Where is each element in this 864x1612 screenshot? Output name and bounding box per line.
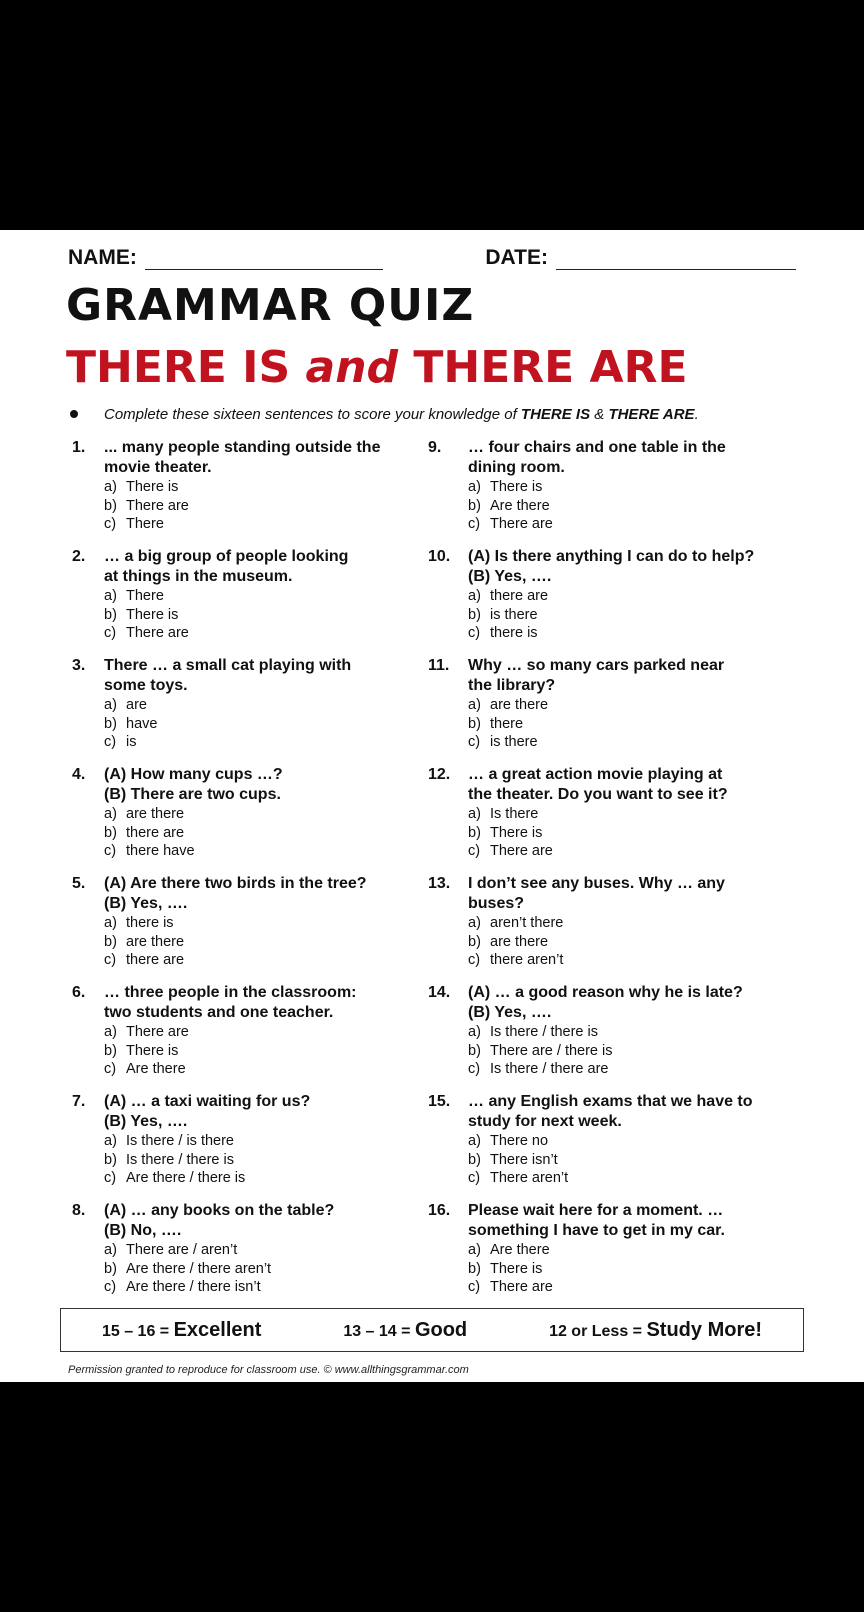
option-letter: b) <box>104 1042 117 1059</box>
question-number: 14. <box>428 984 451 1001</box>
option-letter: a) <box>104 697 117 713</box>
option-text: there is <box>126 915 174 931</box>
option-letter: c) <box>468 1061 481 1077</box>
option-letter: a) <box>104 588 117 604</box>
question-number: 8. <box>72 1202 86 1219</box>
answer-option <box>468 1151 802 1170</box>
question-stem: (A) How many cups …? (B) There are two cups. <box>104 766 283 803</box>
answer-option <box>104 497 434 516</box>
answer-option <box>468 1042 802 1061</box>
date-label: DATE: <box>485 246 548 269</box>
option-text: are there <box>126 806 185 822</box>
option-letter: b) <box>104 497 117 514</box>
answer-option <box>104 1151 434 1170</box>
option-text: are <box>126 697 147 713</box>
option-text: There aren’t <box>490 1170 569 1186</box>
question-item <box>428 983 802 1092</box>
answer-option <box>468 1241 802 1260</box>
instruction-amp: & <box>590 406 609 423</box>
question-stem: … a big group of people looking at things in the museum. <box>104 548 349 585</box>
date-blank <box>556 251 796 270</box>
question-body <box>468 1201 802 1310</box>
score-good <box>343 1319 467 1342</box>
option-text: There are / aren’t <box>126 1242 238 1258</box>
option-letter: b) <box>468 606 481 623</box>
option-text: There <box>126 516 164 532</box>
option-letter: a) <box>104 915 117 931</box>
answer-option <box>104 933 434 952</box>
question-item <box>72 547 434 656</box>
question-item <box>428 1092 802 1201</box>
option-letter: b) <box>104 1151 117 1168</box>
question-body <box>104 547 434 656</box>
score-excellent <box>102 1319 261 1342</box>
option-letter: c) <box>104 516 117 532</box>
option-text: are there <box>126 933 185 950</box>
question-number: 12. <box>428 766 451 783</box>
option-letter: c) <box>104 734 117 750</box>
option-letter: c) <box>104 952 117 968</box>
option-text: There is <box>126 606 179 623</box>
answer-option <box>104 733 434 752</box>
option-letter: b) <box>468 1151 481 1168</box>
question-body <box>468 874 802 983</box>
question-stem: … a great action movie playing at the theater. Do you want to see it? <box>468 766 728 803</box>
option-text: Is there <box>490 806 539 822</box>
instruction-bold-1: THERE IS <box>520 406 591 423</box>
option-letter: a) <box>468 806 481 822</box>
answer-option <box>468 951 802 970</box>
question-item <box>72 1092 434 1201</box>
option-letter: c) <box>468 1170 481 1186</box>
question-item <box>428 1201 802 1310</box>
question-body <box>468 656 802 765</box>
option-letter: a) <box>104 479 117 495</box>
answer-option <box>468 933 802 952</box>
score-range-1: 15 – 16 = <box>101 1322 174 1340</box>
question-stem: (A) Is there anything I can do to help? (B) Yes, …. <box>468 548 755 585</box>
option-text: There no <box>490 1133 549 1149</box>
answer-option <box>104 1169 434 1188</box>
question-body <box>104 983 434 1092</box>
option-letter: a) <box>468 697 481 713</box>
option-text: there aren’t <box>490 952 564 968</box>
option-text: Are there / there aren’t <box>126 1260 272 1277</box>
option-letter: a) <box>104 1242 117 1258</box>
question-number: 4. <box>72 766 86 783</box>
answer-option <box>468 1169 802 1188</box>
answer-option <box>104 914 434 933</box>
option-letter: c) <box>104 1061 117 1077</box>
question-number: 6. <box>72 984 86 1001</box>
answer-option <box>104 1023 434 1042</box>
option-letter: c) <box>468 843 481 859</box>
question-stem: (A) … a taxi waiting for us? (B) Yes, …. <box>104 1093 311 1130</box>
question-item <box>72 438 434 547</box>
option-text: There is <box>490 824 543 841</box>
name-date-row <box>68 246 796 270</box>
question-number: 3. <box>72 657 86 674</box>
question-stem: I don’t see any buses. Why … any buses? <box>468 875 725 912</box>
question-item <box>428 656 802 765</box>
option-letter: a) <box>468 1024 481 1040</box>
subtitle-and: and <box>305 342 399 393</box>
option-letter: b) <box>104 606 117 623</box>
question-item <box>428 765 802 874</box>
option-letter: b) <box>104 715 117 732</box>
option-text: Are there / there isn’t <box>126 1279 261 1295</box>
question-item <box>428 874 802 983</box>
option-letter: a) <box>104 1133 117 1149</box>
question-stem: There … a small cat playing with some toys. <box>104 657 352 694</box>
question-body <box>468 765 802 874</box>
quiz-sheet <box>0 230 864 1382</box>
question-body <box>104 656 434 765</box>
question-item <box>72 983 434 1092</box>
scoring-box <box>60 1308 804 1352</box>
question-body <box>468 438 802 547</box>
score-range-2: 13 – 14 = <box>343 1322 415 1340</box>
question-item <box>72 765 434 874</box>
option-text: aren’t there <box>490 915 564 931</box>
option-letter: a) <box>104 806 117 822</box>
question-number: 2. <box>72 548 86 565</box>
option-letter: b) <box>104 933 117 950</box>
option-text: There are <box>126 497 189 514</box>
answer-option <box>104 951 434 970</box>
option-letter: a) <box>468 1242 481 1258</box>
name-blank <box>145 251 383 270</box>
question-item <box>72 874 434 983</box>
option-letter: b) <box>468 715 481 732</box>
answer-option <box>104 587 434 606</box>
option-letter: a) <box>468 588 481 604</box>
option-text: There are <box>490 1279 553 1295</box>
question-stem: Why … so many cars parked near the library? <box>468 657 725 694</box>
instruction-text: Complete these sixteen sentences to score your knowledge of <box>104 406 521 423</box>
option-text: there have <box>126 843 195 859</box>
answer-option <box>104 1241 434 1260</box>
question-item <box>72 1201 434 1310</box>
answer-option <box>104 1260 434 1279</box>
answer-option <box>104 478 434 497</box>
score-label-1: Excellent <box>173 1318 262 1341</box>
quiz-subtitle <box>66 342 688 393</box>
option-text: Is there / is there <box>126 1133 234 1149</box>
answer-option <box>468 587 802 606</box>
bullet-icon <box>70 410 78 418</box>
answer-option <box>104 515 434 534</box>
answer-option <box>468 1023 802 1042</box>
question-body <box>468 547 802 656</box>
option-letter: b) <box>468 497 481 514</box>
option-text: Are there / there is <box>126 1170 246 1186</box>
question-item <box>428 547 802 656</box>
answer-option <box>104 696 434 715</box>
option-text: There are <box>490 516 553 532</box>
answer-option <box>468 478 802 497</box>
option-letter: c) <box>468 1279 481 1295</box>
question-number: 15. <box>428 1093 451 1110</box>
score-label-2: Good <box>414 1318 468 1341</box>
option-text: is there <box>490 606 538 623</box>
name-field <box>68 246 383 270</box>
option-text: Is there / there is <box>126 1151 234 1168</box>
answer-option <box>468 1278 802 1297</box>
option-letter: c) <box>104 625 117 641</box>
instruction-bold-2: THERE ARE <box>608 406 695 423</box>
answer-option <box>468 696 802 715</box>
question-body <box>468 983 802 1092</box>
option-text: There is <box>126 1042 179 1059</box>
option-letter: c) <box>468 952 481 968</box>
instruction-line <box>70 406 810 423</box>
name-label: NAME: <box>68 246 137 269</box>
question-stem: … four chairs and one table in the dining room. <box>468 439 726 476</box>
answer-option <box>468 824 802 843</box>
question-body <box>104 1092 434 1201</box>
option-text: There are <box>126 625 189 641</box>
question-number: 1. <box>72 439 86 456</box>
permission-footer: Permission granted to reproduce for classroom use. © www.allthingsgrammar.com <box>68 1364 469 1376</box>
option-text: there are <box>126 952 185 968</box>
option-text: Are there <box>126 1061 186 1077</box>
answer-option <box>468 497 802 516</box>
question-body <box>104 765 434 874</box>
option-text: there <box>490 715 524 732</box>
question-stem: (A) … any books on the table? (B) No, …. <box>104 1202 335 1239</box>
option-letter: c) <box>468 734 481 750</box>
answer-option <box>468 842 802 861</box>
option-text: There is <box>490 1260 543 1277</box>
option-letter: a) <box>468 915 481 931</box>
option-text: Is there / there are <box>490 1061 609 1077</box>
answer-option <box>104 624 434 643</box>
answer-option <box>104 1042 434 1061</box>
question-stem: ... many people standing outside the movie theater. <box>104 439 381 476</box>
question-number: 16. <box>428 1202 451 1219</box>
option-text: there are <box>490 588 549 604</box>
answer-option <box>468 733 802 752</box>
answer-option <box>468 715 802 734</box>
answer-option <box>468 606 802 625</box>
question-number: 13. <box>428 875 451 892</box>
option-text: There are <box>126 1024 189 1040</box>
option-letter: b) <box>104 1260 117 1277</box>
question-stem: … any English exams that we have to study for next week. <box>468 1093 753 1130</box>
answer-option <box>104 805 434 824</box>
instruction-end: . <box>694 406 699 423</box>
answer-option <box>468 914 802 933</box>
option-letter: c) <box>468 625 481 641</box>
answer-option <box>468 515 802 534</box>
option-text: There are <box>490 843 553 859</box>
answer-option <box>468 1260 802 1279</box>
question-stem: (A) … a good reason why he is late? (B) Yes, …. <box>468 984 743 1021</box>
question-number: 5. <box>72 875 86 892</box>
question-number: 11. <box>428 657 450 674</box>
option-letter: b) <box>104 824 117 841</box>
subtitle-part-c: THERE ARE <box>398 342 688 393</box>
question-grid <box>72 438 802 1310</box>
option-text: there is <box>490 625 538 641</box>
option-letter: a) <box>468 479 481 495</box>
option-letter: a) <box>104 1024 117 1040</box>
question-stem: Please wait here for a moment. … something I have to get in my car. <box>468 1202 725 1239</box>
question-body <box>104 1201 434 1310</box>
quiz-title: GRAMMAR QUIZ <box>66 280 475 331</box>
answer-option <box>468 624 802 643</box>
option-letter: a) <box>468 1133 481 1149</box>
question-body <box>104 874 434 983</box>
option-text: there are <box>126 824 185 841</box>
answer-option <box>104 606 434 625</box>
answer-option <box>468 1132 802 1151</box>
question-number: 10. <box>428 548 451 565</box>
option-text: There is <box>126 479 179 495</box>
option-text: There isn’t <box>490 1151 558 1168</box>
option-letter: b) <box>468 1042 481 1059</box>
option-letter: b) <box>468 933 481 950</box>
option-text: is <box>126 734 137 750</box>
option-text: are there <box>490 697 549 713</box>
question-stem: … three people in the classroom: two students and one teacher. <box>104 984 357 1021</box>
option-letter: c) <box>104 843 117 859</box>
date-field <box>485 246 796 270</box>
answer-option <box>104 1278 434 1297</box>
score-label-3: Study More! <box>646 1318 763 1341</box>
score-study-more <box>549 1319 762 1342</box>
option-letter: c) <box>104 1279 117 1295</box>
option-text: Are there <box>490 497 550 514</box>
answer-option <box>104 842 434 861</box>
question-body <box>468 1092 802 1201</box>
question-stem: (A) Are there two birds in the tree? (B) Yes, …. <box>104 875 367 912</box>
option-letter: b) <box>468 824 481 841</box>
question-number: 7. <box>72 1093 86 1110</box>
answer-option <box>104 1060 434 1079</box>
option-text: There is <box>490 479 543 495</box>
option-text: Are there <box>490 1242 550 1258</box>
answer-option <box>104 824 434 843</box>
answer-option <box>104 1132 434 1151</box>
option-letter: b) <box>468 1260 481 1277</box>
question-number: 9. <box>428 439 442 456</box>
option-text: have <box>126 715 158 732</box>
subtitle-part-a: THERE IS <box>66 342 306 393</box>
question-body <box>104 438 434 547</box>
option-letter: c) <box>104 1170 117 1186</box>
question-item <box>72 656 434 765</box>
answer-option <box>468 805 802 824</box>
answer-option <box>104 715 434 734</box>
score-range-3: 12 or Less = <box>549 1322 647 1340</box>
option-text: There are / there is <box>490 1042 613 1059</box>
question-item <box>428 438 802 547</box>
answer-option <box>468 1060 802 1079</box>
option-text: is there <box>490 734 538 750</box>
option-text: Is there / there is <box>490 1024 598 1040</box>
option-text: There <box>126 588 164 604</box>
option-letter: c) <box>468 516 481 532</box>
option-text: are there <box>490 933 549 950</box>
